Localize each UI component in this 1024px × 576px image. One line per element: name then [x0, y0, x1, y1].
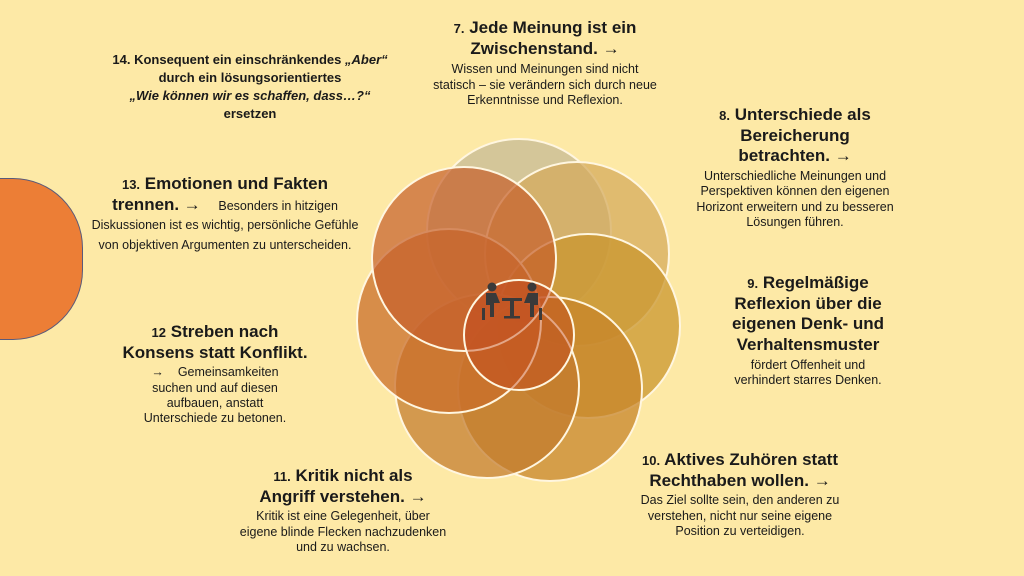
- item-7-number: 7.: [453, 21, 465, 36]
- item-8-body: Unterschiedliche Meinungen und Perspektiven können den eigenen Horizont erweitern und zu besseren Lösungen führen.: [696, 169, 894, 229]
- item-9-title-4: Verhaltensmuster: [736, 335, 880, 355]
- item-14-line-3: „Wie können wir es schaffen, dass…?“: [129, 87, 371, 103]
- item-12-title-1: Streben nach: [170, 322, 279, 341]
- item-13-title-1: Emotionen und Fakten: [144, 174, 329, 193]
- item-12-title-2: Konsens statt Konflikt.: [122, 342, 308, 362]
- item-9-title-2: Reflexion über die: [734, 293, 882, 313]
- item-12-body: Gemeinsamkeiten suchen und auf diesen aufbauen, anstatt Unterschiede zu betonen.: [143, 365, 287, 426]
- item-14-line-4: ersetzen: [223, 105, 277, 121]
- item-11-number: 11.: [273, 469, 291, 484]
- item-9-title-1: Regelmäßige: [762, 273, 869, 292]
- item-14-number: 14.: [112, 52, 131, 67]
- item-8-title-2: Bereicherung: [740, 125, 850, 145]
- arrow-right-icon: →: [183, 194, 201, 214]
- item-10-number: 10.: [642, 453, 661, 468]
- item-11: [228, 466, 458, 555]
- item-12: [100, 322, 330, 426]
- item-7: [410, 18, 680, 108]
- item-8: [680, 105, 910, 230]
- item-14-line-1: Konsequent ein einschränkendes: [134, 52, 346, 67]
- arrow-right-icon: →: [602, 38, 620, 58]
- arrow-right-icon: →: [151, 365, 164, 380]
- item-11-title-2: Angriff verstehen.: [259, 486, 405, 506]
- item-9-body: fördert Offenheit und verhindert starres Denken.: [734, 357, 882, 388]
- item-14-line-2: durch ein lösungsorientiertes: [158, 69, 342, 85]
- arrow-right-icon: →: [813, 470, 831, 490]
- arrow-right-icon: →: [409, 486, 427, 506]
- item-8-title-1: Unterschiede als: [734, 105, 871, 124]
- item-9-title-3: eigenen Denk- und: [731, 314, 885, 334]
- item-10-title-1: Aktives Zuhören statt: [664, 450, 838, 469]
- item-8-number: 8.: [719, 108, 731, 123]
- item-13-body: Besonders in hitzigen Diskussionen ist es wichtig, persönliche Gefühle von objektiven Argumenten zu unterscheiden.: [91, 198, 359, 252]
- item-11-body: Kritik ist eine Gelegenheit, über eigene blinde Flecken nachzudenken und zu wachsen.: [239, 509, 447, 554]
- item-10-body: Das Ziel sollte sein, den anderen zu verstehen, nicht nur seine eigene Position zu verteidigen.: [640, 493, 840, 538]
- item-13: [90, 174, 360, 255]
- item-7-title: Jede Meinung ist ein Zwischenstand.: [469, 18, 637, 58]
- item-14: [70, 52, 430, 121]
- meeting-people-icon: [480, 282, 544, 322]
- item-9-number: 9.: [747, 276, 759, 291]
- item-10-title-2: Rechthaben wollen.: [649, 470, 809, 490]
- item-13-title-2: trennen.: [112, 194, 180, 214]
- item-8-title-3: betrachten.: [738, 146, 830, 166]
- item-9: [708, 273, 908, 388]
- item-14-aber: „Aber“: [345, 52, 388, 67]
- item-10: [612, 450, 868, 539]
- item-12-number: 12: [151, 325, 167, 340]
- arrow-right-icon: →: [834, 146, 852, 166]
- item-11-title-1: Kritik nicht als: [295, 466, 413, 485]
- item-13-number: 13.: [121, 177, 141, 192]
- item-7-body: Wissen und Meinungen sind nicht statisch – sie verändern sich durch neue Erkenntnisse und Reflexion.: [433, 62, 657, 107]
